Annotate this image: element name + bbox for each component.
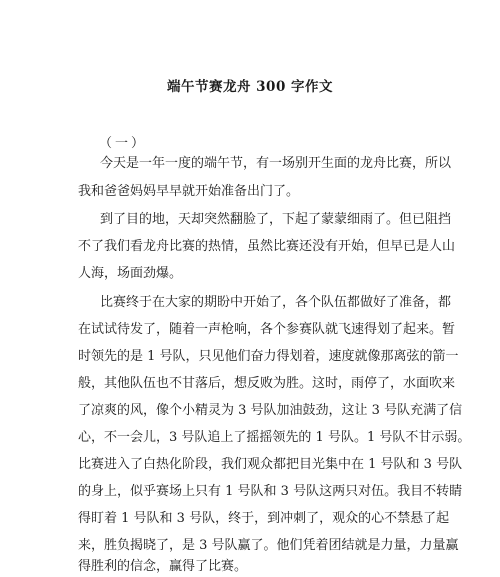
paragraph-line: 比赛终于在大家的期盼中开始了，各个队伍都做好了准备，都 [100, 295, 452, 310]
paragraph-line: 的身上，似乎赛场上只有 1 号队和 3 号队这两只对伍。我目不转睛 [78, 484, 463, 499]
paragraph-line: 了凉爽的风，像个小精灵为 3 号队加油鼓劲，这让 3 号队充满了信 [78, 403, 463, 418]
paragraph-line: 得胜利的信念，赢得了比赛。 [78, 559, 248, 574]
paragraph-line: 来，胜负揭晓了，是 3 号队赢了。他们凭着团结就是力量，力量赢 [78, 538, 459, 553]
paragraph-line: 时领先的是 1 号队，只见他们奋力得划着，速度就像那离弦的箭一 [78, 349, 459, 364]
paragraph-line: 人海，场面劲爆。 [78, 266, 183, 281]
paragraph-line: 到了目的地，天却突然翻脸了，下起了蒙蒙细雨了。但已阻挡 [100, 212, 452, 227]
paragraph-line: 今天是一年一度的端午节，有一场别开生面的龙舟比赛，所以 [100, 156, 452, 171]
paragraph-line: 比赛进入了白热化阶段，我们观众都把目光集中在 1 号队和 3 号队 [78, 457, 463, 472]
document-title: 端午节赛龙舟 300 字作文 [166, 79, 334, 95]
paragraph-line: 般，其他队伍也不甘落后，想反败为胜。这时，雨停了，水面吹来 [78, 376, 456, 391]
section-heading: （一） [99, 136, 148, 151]
paragraph-line: 得盯着 1 号队和 3 号队，终于，到冲刺了，观众的心不禁悬了起 [78, 511, 450, 526]
paragraph-line: 我和爸爸妈妈早早就开始准备出门了。 [78, 184, 300, 199]
paragraph-line: 心，不一会儿，3 号队追上了摇摇领先的 1 号队。1 号队不甘示弱。 [78, 430, 471, 445]
paragraph-line: 在试试待发了，随着一声枪响，各个参赛队就飞速得划了起来。暂 [78, 322, 456, 337]
paragraph-line: 不了我们看龙舟比赛的热情，虽然比赛还没有开始，但早已是人山 [78, 239, 456, 254]
